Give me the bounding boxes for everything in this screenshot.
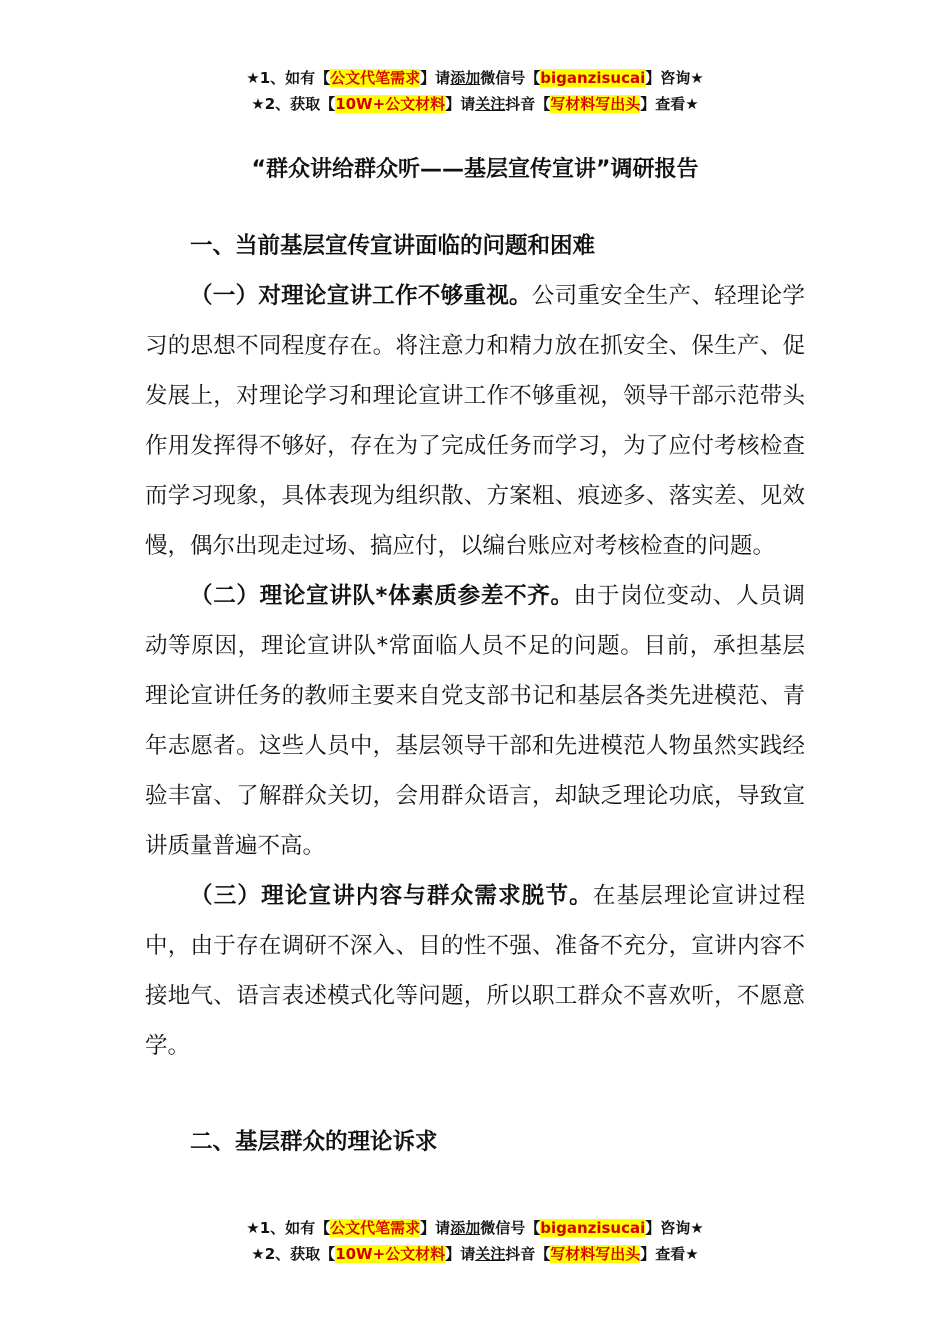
section-1-heading: 一、当前基层宣传宣讲面临的问题和困难 (190, 233, 596, 259)
highlight-materials: 10W+公文材料 (335, 1245, 446, 1263)
highlight-service: 公文代笔需求 (330, 69, 421, 87)
paragraph-2-lead: （二）理论宣讲队*体素质参差不齐。 (190, 583, 574, 609)
paragraph-1 (145, 271, 805, 571)
highlight-wechat-id: biganzisucai (540, 1219, 646, 1237)
document-body (145, 271, 805, 1071)
paragraph-1-text: 公司重安全生产、轻理论学习的思想不同程度存在。将注意力和精力放在抓安全、保生产、促发展上，对理论学习和理论宣讲工作不够重视，领导干部示范带头作用发挥得不够好，存在为了完成任务而学习，为了应付考核检查而学习现象，具体表现为组织散、方案粗、痕迹多、落实差、见效慢，偶尔出现走过场、搞应付，以编台账应对考核检查的问题。 (145, 283, 805, 559)
highlight-materials: 10W+公文材料 (335, 95, 446, 113)
section-2-heading-block (145, 1117, 805, 1167)
paragraph-3-lead: （三）理论宣讲内容与群众需求脱节。 (190, 883, 593, 909)
section-2-heading: 二、基层群众的理论诉求 (190, 1129, 438, 1155)
banner-line-2: ★2、获取【10W+公文材料】请关注抖音【写材料写出头】查看★ (251, 1245, 699, 1263)
banner-line-2: ★2、获取【10W+公文材料】请关注抖音【写材料写出头】查看★ (251, 95, 699, 113)
banner-line-1: ★1、如有【公文代笔需求】请添加微信号【biganzisucai】咨询★ (246, 69, 704, 87)
banner-line-1: ★1、如有【公文代笔需求】请添加微信号【biganzisucai】咨询★ (246, 1219, 704, 1237)
paragraph-2 (145, 571, 805, 871)
paragraph-3 (145, 871, 805, 1071)
highlight-douyin: 写材料写出头 (550, 95, 641, 113)
paragraph-3-text: 在基层理论宣讲过程中，由于存在调研不深入、目的性不强、准备不充分，宣讲内容不接地气、语言表述模式化等问题，所以职工群众不喜欢听，不愿意学。 (145, 883, 805, 1059)
highlight-service: 公文代笔需求 (330, 1219, 421, 1237)
highlight-douyin: 写材料写出头 (550, 1245, 641, 1263)
section-1-heading-block (145, 221, 805, 271)
top-banner (0, 66, 950, 118)
paragraph-1-lead: （一）对理论宣讲工作不够重视。 (190, 283, 532, 309)
highlight-wechat-id: biganzisucai (540, 69, 646, 87)
bottom-banner (0, 1216, 950, 1268)
paragraph-2-text: 由于岗位变动、人员调动等原因，理论宣讲队*常面临人员不足的问题。目前，承担基层理论宣讲任务的教师主要来自党支部书记和基层各类先进模范、青年志愿者。这些人员中，基层领导干部和先进模范人物虽然实践经验丰富、了解群众关切，会用群众语言，却缺乏理论功底，导致宣讲质量普遍不高。 (145, 583, 805, 859)
page-title: “群众讲给群众听——基层宣传宣讲”调研报告 (251, 157, 699, 182)
